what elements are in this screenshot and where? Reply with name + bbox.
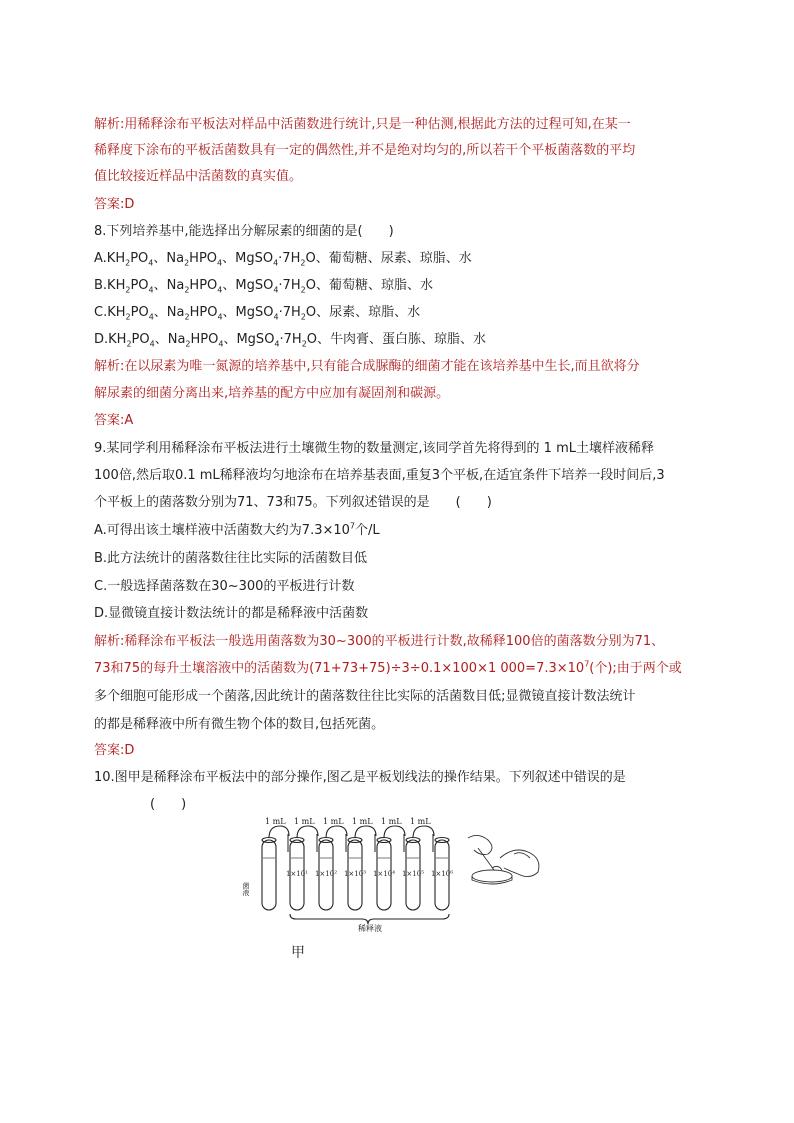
spreading-hand-illustration [468, 835, 539, 884]
question-8-option-a: $A.KH_2PO_4$、$Na_2HPO_4$、$MgSO_4\cdot 7H_2O$、葡萄糖、尿素、琼脂、水 [94, 251, 472, 268]
answer-8: 答案:A [94, 413, 134, 428]
question-10-line-1: 10.图甲是稀释涂布平板法中的部分操作,图乙是平板划线法的操作结果。下列叙述中错误的是 [94, 770, 626, 785]
question-9-option-a: A.可得出该土壤样液中活菌数大约为$7.3\times 10^7$个/L [94, 521, 380, 538]
transfer-label: 1 mL [323, 817, 344, 826]
dilution-label-1: 1×10¹ [285, 870, 309, 878]
question-8-option-b: $B.KH_2PO_4$、$Na_2HPO_4$、$MgSO_4\cdot 7H_2O$、葡萄糖、琼脂、水 [94, 278, 433, 295]
analysis-9-line-3: 多个细胞可能形成一个菌落,因此统计的菌落数往往比实际的活菌数目低;显微镜直接计数法统计 [94, 689, 636, 704]
serial-dilution-figure [242, 817, 546, 933]
transfer-label: 1 mL [410, 817, 431, 826]
answer-9: 答案:D [94, 743, 135, 758]
figure-caption: 甲 [291, 945, 305, 961]
question-9-line-2: 100倍,然后取0.1 mL稀释液均匀地涂布在培养基表面,重复3个平板,在适宜条件下培养一段时间后,3 [94, 468, 665, 483]
analysis-8-line-1: 解析:在以尿素为唯一氮源的培养基中,只有能合成脲酶的细菌才能在该培养基中生长,而且欲将分 [94, 359, 640, 374]
analysis-7-line-1: 解析:用稀释涂布平板法对样品中活菌数进行统计,只是一种估测,根据此方法的过程可知,在某一 [94, 117, 631, 132]
answer-7: 答案:D [94, 197, 135, 212]
dilution-label-4: 1×10⁴ [372, 870, 396, 878]
question-8-option-c: $C.KH_2PO_4$、$Na_2HPO_4$、$MgSO_4\cdot 7H_2O$、尿素、琼脂、水 [94, 305, 421, 322]
dilution-label-6: 1×10⁶ [430, 870, 454, 878]
transfer-label: 1 mL [381, 817, 402, 826]
question-9-option-c: C.一般选择菌落数在30~300的平板进行计数 [94, 579, 355, 594]
dilution-brace [290, 914, 449, 924]
question-9-line-1: 9.某同学利用稀释涂布平板法进行土壤微生物的数量测定,该同学首先将得到的 1 mL土壤样液稀释 [94, 441, 654, 456]
transfer-label: 1 mL [352, 817, 373, 826]
analysis-8-line-2: 解尿素的细菌分离出来,培养基的配方中应加有凝固剂和碳源。 [94, 386, 450, 401]
analysis-9-line-2: 73和75的每升土壤溶液中的活菌数为(71+73+75)÷3÷0.1×100×1 $000=7.3\times 10^7$(个);由于两个或 [94, 659, 682, 676]
analysis-9-line-4: 的都是稀释液中所有微生物个体的数目,包括死菌。 [94, 717, 385, 732]
question-8-stem: 8.下列培养基中,能选择出分解尿素的细菌的是( ) [94, 224, 394, 239]
analysis-9-line-1: 解析:稀释涂布平板法一般选用菌落数为30~300的平板进行计数,故稀释100倍的菌落数分别为71、 [94, 634, 665, 649]
question-9-line-3: 个平板上的菌落数分别为71、73和75。下列叙述错误的是 ( ) [94, 495, 492, 510]
question-8-option-d: $D.KH_2PO_4$、$Na_2HPO_4$、$MgSO_4\cdot 7H_2O$、牛肉膏、蛋白胨、琼脂、水 [94, 332, 487, 349]
dilution-label-5: 1×10⁵ [401, 870, 425, 878]
analysis-7-line-3: 值比较接近样品中活菌数的真实值。 [94, 169, 303, 184]
transfer-label: 1 mL [265, 817, 286, 826]
question-9-option-b: B.此方法统计的菌落数往往比实际的活菌数目低 [94, 551, 368, 566]
transfer-label: 1 mL [294, 817, 315, 826]
stock-label: 菌液 [242, 882, 250, 896]
question-9-option-d: D.显微镜直接计数法统计的都是稀释液中活菌数 [94, 606, 369, 621]
dilution-label-3: 1×10³ [343, 870, 367, 878]
dilution-label-2: 1×10² [314, 870, 338, 878]
stock-tube [262, 838, 276, 911]
question-10-line-2: ( ) [150, 797, 187, 812]
analysis-7-line-2: 稀释度下涂布的平板活菌数具有一定的偶然性,并不是绝对均匀的,所以若干个平板菌落数的平均 [94, 143, 636, 158]
brace-label: 稀释液 [358, 924, 382, 933]
